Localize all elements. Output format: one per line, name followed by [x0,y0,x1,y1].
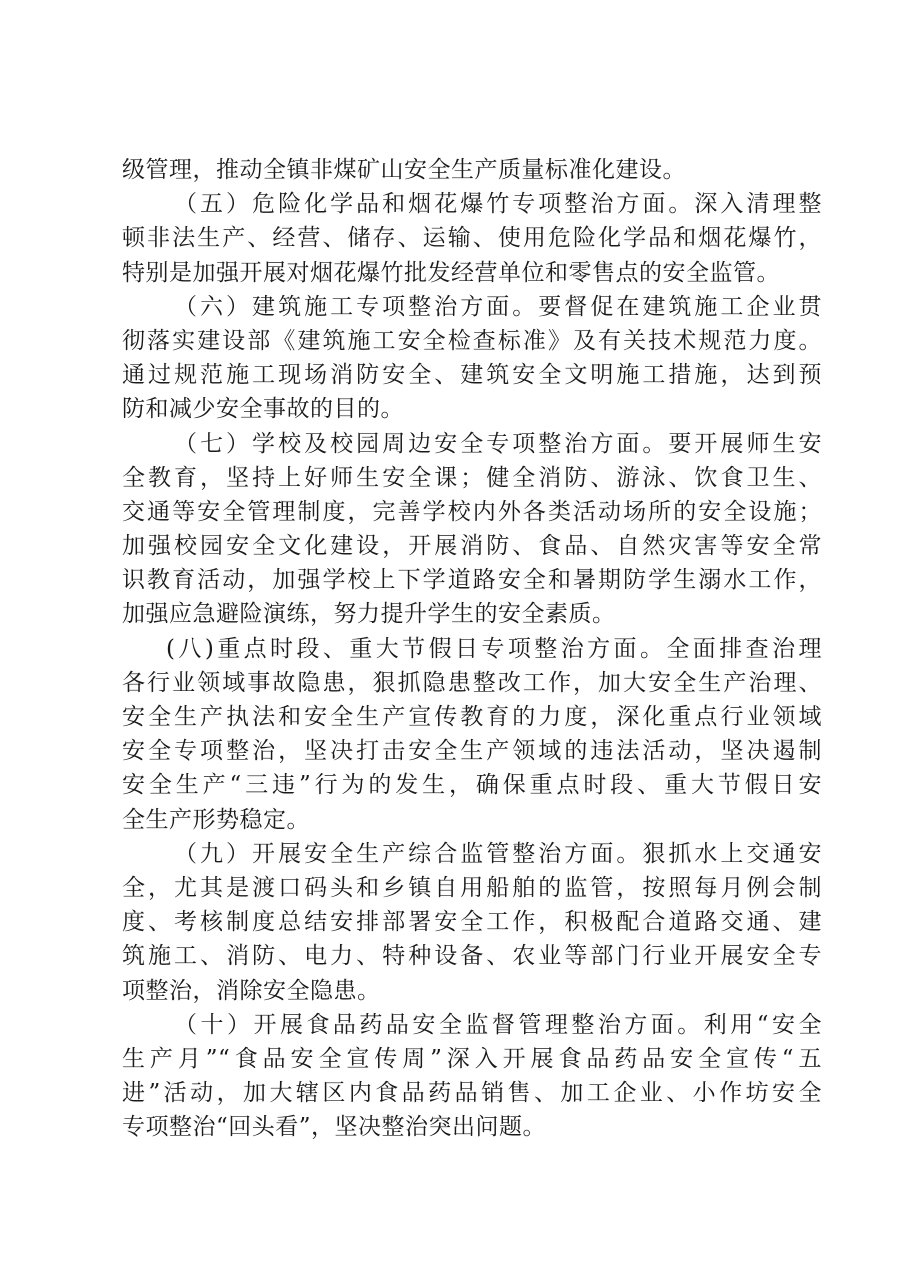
text-line: 防和减少安全事故的目的。 [122,396,404,423]
text-line: （十）开展食品药品安全监督管理整治方面。利用“安全 [174,1011,822,1038]
text-line: 度、考核制度总结安排部署安全工作，积极配合道路交通、建 [122,909,822,936]
text-line: 通过规范施工现场消防安全、建筑安全文明施工措施，达到预 [122,362,822,389]
document-body [122,153,822,1144]
text-line: 全，尤其是渡口码头和乡镇自用船舶的监管，按照每月例会制 [122,874,822,901]
text-line: 顿非法生产、经营、储存、运输、使用危险化学品和烟花爆竹， [122,225,822,252]
text-line: 项整治，消除安全隐患。 [122,977,381,1004]
text-line: 交通等安全管理制度，完善学校内外各类活动场所的安全设施； [122,498,822,525]
text-line: 生产月”“食品安全宣传周”深入开展食品药品安全宣传“五 [122,1045,822,1072]
text-line: 识教育活动，加强学校上下学道路安全和暑期防学生溺水工作， [122,567,822,594]
text-line: 安全生产执法和安全生产宣传教育的力度，深化重点行业领域 [122,704,822,730]
text-line: 级管理，推动全镇非煤矿山安全生产质量标准化建设。 [122,157,686,183]
text-line: 安全生产“三违”行为的发生，确保重点时段、重大节假日安 [122,772,822,799]
text-line: 加强校园安全文化建设，开展消防、食品、自然灾害等安全常 [122,533,822,560]
text-line: 专项整治“回头看”，坚决整治突出问题。 [122,1114,547,1141]
text-line: 安全专项整治，坚决打击安全生产领域的违法活动，坚决遏制 [122,738,822,765]
text-line: 筑施工、消防、电力、特种设备、农业等部门行业开展安全专 [122,943,822,970]
text-line: （九）开展安全生产综合监管整治方面。狠抓水上交通安 [174,840,822,867]
text-line: 彻落实建设部《建筑施工安全检查标准》及有关技术规范力度。 [122,327,822,354]
text-line: (八)重点时段、重大节假日专项整治方面。全面排查治理 [166,635,822,662]
text-line: （五）危险化学品和烟花爆竹专项整治方面。深入清理整 [174,191,822,218]
text-line: 进”活动，加大辖区内食品药品销售、加工企业、小作坊安全 [122,1080,822,1107]
text-line: 加强应急避险演练，努力提升学生的安全素质。 [122,601,616,628]
text-line: 全教育，坚持上好师生安全课；健全消防、游泳、饮食卫生、 [122,464,822,491]
text-line: 各行业领域事故隐患，狠抓隐患整改工作，加大安全生产治理、 [122,669,822,696]
text-line: 全生产形势稳定。 [122,806,310,833]
text-line: （七）学校及校园周边安全专项整治方面。要开展师生安 [174,430,822,457]
text-line: （六）建筑施工专项整治方面。要督促在建筑施工企业贯 [174,293,822,320]
text-line: 特别是加强开展对烟花爆竹批发经营单位和零售点的安全监管。 [122,259,780,286]
